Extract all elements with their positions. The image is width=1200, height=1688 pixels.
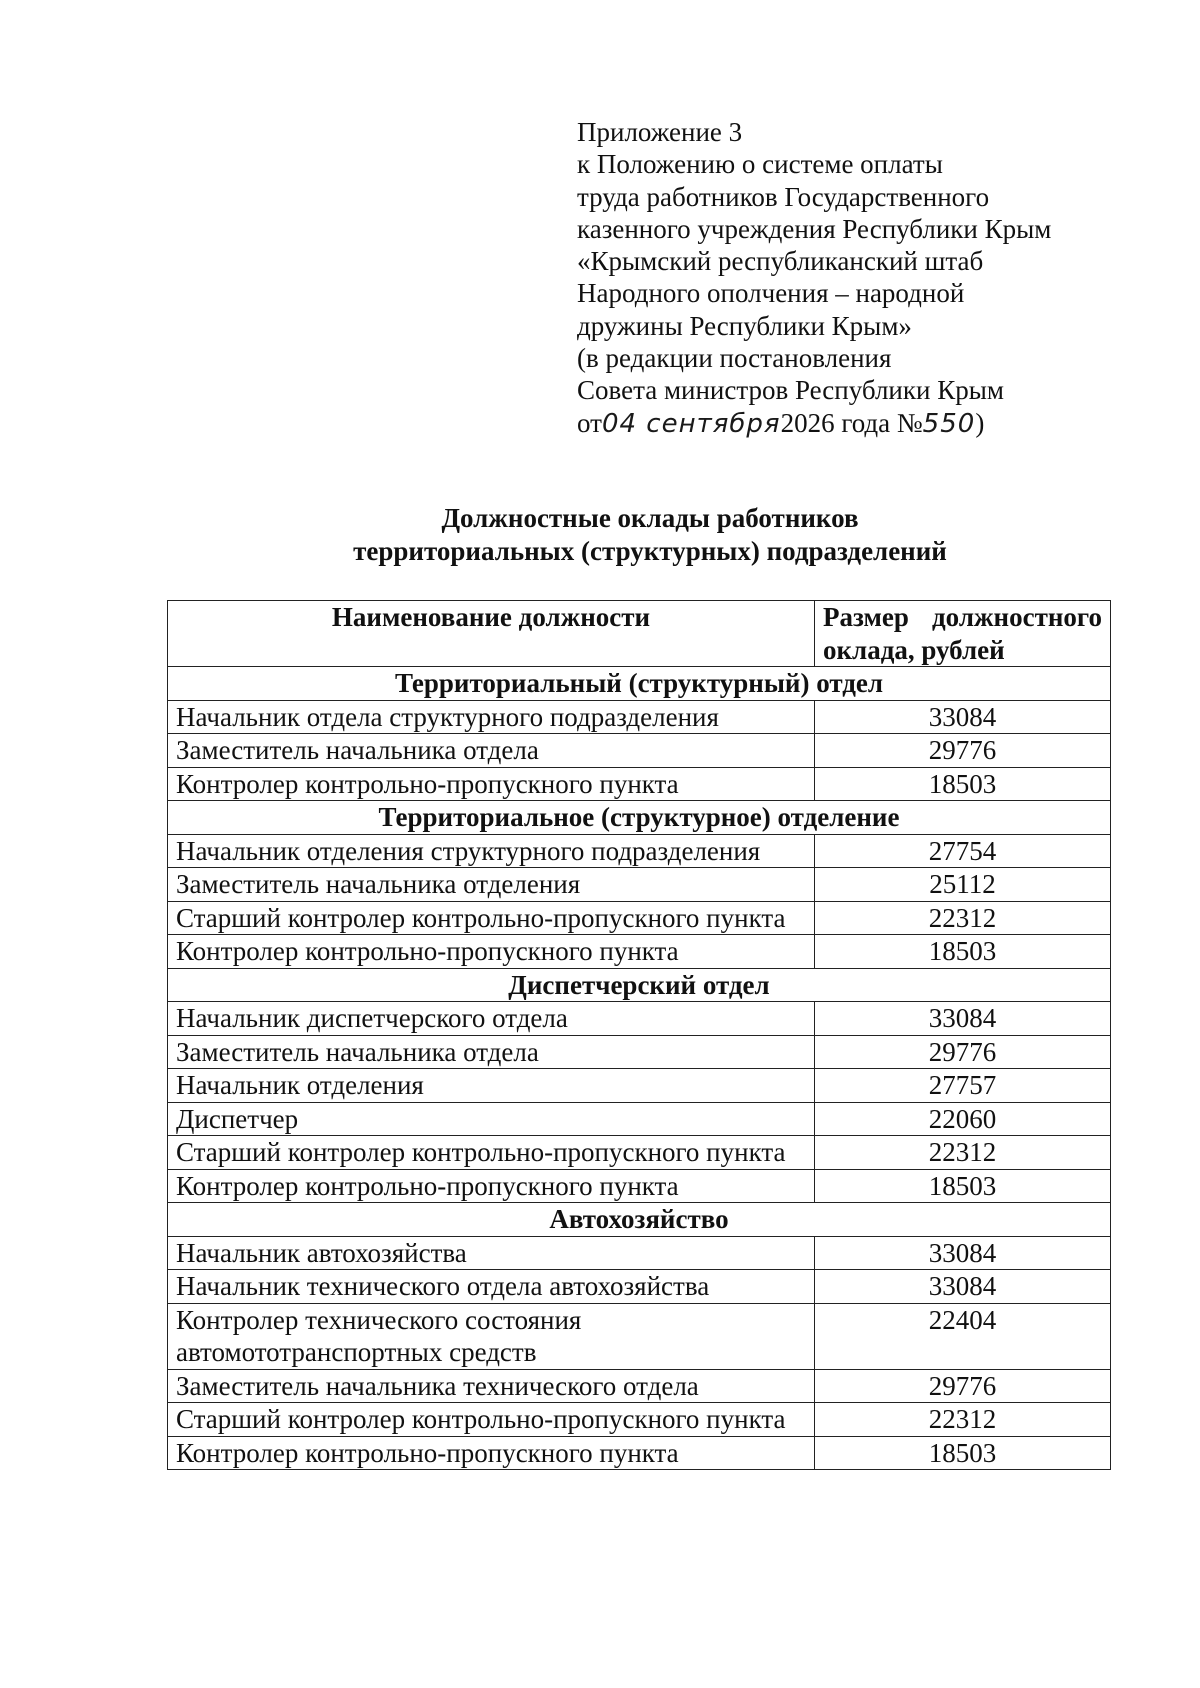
position-name: Начальник автохозяйства	[168, 1236, 815, 1270]
salary-value: 18503	[815, 1436, 1111, 1470]
header-line: казенного учреждения Республики Крым	[577, 213, 1052, 244]
salary-value: 22060	[815, 1102, 1111, 1136]
salary-value: 27754	[815, 834, 1111, 868]
table-row	[168, 1270, 1111, 1304]
position-name: Контролер контрольно-пропускного пункта	[168, 767, 815, 801]
salary-value: 33084	[815, 700, 1111, 734]
salary-value: 29776	[815, 1035, 1111, 1069]
handwritten-date: 04 сентября	[601, 408, 781, 439]
table-row	[168, 700, 1111, 734]
header-line: труда работников Государственного	[577, 181, 990, 212]
table-row	[168, 1436, 1111, 1470]
table-row	[168, 1136, 1111, 1170]
resolution-date-line	[577, 407, 1137, 440]
section-row	[168, 667, 1111, 701]
date-prefix: от	[577, 407, 602, 438]
header-line: Совета министров Республики Крым	[577, 375, 1004, 406]
date-suffix: )	[975, 407, 985, 438]
position-name: Начальник отдела структурного подразделения	[168, 700, 815, 734]
date-year: 2026 года №	[780, 407, 923, 438]
section-row	[168, 968, 1111, 1002]
position-name: Начальник технического отдела автохозяйства	[168, 1270, 815, 1304]
header-line: дружины Республики Крым»	[577, 310, 912, 341]
table-row	[168, 1102, 1111, 1136]
salary-value: 33084	[815, 1270, 1111, 1304]
table-row	[168, 834, 1111, 868]
position-name: Заместитель начальника технического отдела	[168, 1369, 815, 1403]
position-name: Контролер контрольно-пропускного пункта	[168, 1436, 815, 1470]
section-title: Диспетчерский отдел	[168, 968, 1111, 1002]
salary-value: 33084	[815, 1002, 1111, 1036]
table-row	[168, 901, 1111, 935]
salary-value: 29776	[815, 1369, 1111, 1403]
column-header-salary-line-1: Размер должностного	[823, 602, 1102, 632]
table-row	[168, 1236, 1111, 1270]
section-row	[168, 801, 1111, 835]
salary-value: 18503	[815, 935, 1111, 969]
table-row	[168, 1002, 1111, 1036]
salary-value: 18503	[815, 767, 1111, 801]
table-row	[168, 1069, 1111, 1103]
header-line: «Крымский республиканский штаб	[577, 246, 984, 277]
position-name: Заместитель начальника отдела	[168, 734, 815, 768]
table-header-row	[168, 601, 1111, 667]
table-row	[168, 1369, 1111, 1403]
column-header-position: Наименование должности	[168, 601, 815, 667]
table-row	[168, 1169, 1111, 1203]
position-name: Заместитель начальника отделения	[168, 868, 815, 902]
table-row	[168, 935, 1111, 969]
title-line-1: Должностные оклады работников	[441, 503, 859, 533]
header-lines	[577, 116, 1137, 407]
salary-value: 33084	[815, 1236, 1111, 1270]
position-name: Контролер контрольно-пропускного пункта	[168, 1169, 815, 1203]
appendix-header	[577, 116, 1137, 440]
position-name: Старший контролер контрольно-пропускного пункта	[168, 1403, 815, 1437]
header-line: Приложение 3	[577, 117, 743, 147]
position-name: Начальник диспетчерского отдела	[168, 1002, 815, 1036]
position-name: Начальник отделения структурного подразделения	[168, 834, 815, 868]
position-name: Контролер контрольно-пропускного пункта	[168, 935, 815, 969]
column-header-salary	[815, 601, 1111, 667]
column-header-salary-line-2: оклада, рублей	[823, 634, 1005, 665]
document-title	[0, 502, 1200, 568]
position-name: Заместитель начальника отдела	[168, 1035, 815, 1069]
handwritten-number: 550	[922, 408, 976, 439]
salary-value: 22312	[815, 1136, 1111, 1170]
salary-value: 22404	[815, 1303, 1111, 1369]
section-title: Автохозяйство	[168, 1203, 1111, 1237]
table-row	[168, 1303, 1111, 1369]
header-line: Народного ополчения – народной	[577, 278, 965, 309]
title-line-2: территориальных (структурных) подразделений	[353, 536, 947, 566]
salary-value: 22312	[815, 901, 1111, 935]
header-line: к Положению о системе оплаты	[577, 149, 943, 180]
header-line: (в редакции постановления	[577, 343, 892, 374]
section-row	[168, 1203, 1111, 1237]
salary-value: 18503	[815, 1169, 1111, 1203]
salary-table	[167, 600, 1111, 1470]
position-name: Диспетчер	[168, 1102, 815, 1136]
salary-value: 25112	[815, 868, 1111, 902]
position-name: Старший контролер контрольно-пропускного пункта	[168, 1136, 815, 1170]
table-row	[168, 868, 1111, 902]
salary-value: 29776	[815, 734, 1111, 768]
salary-value: 22312	[815, 1403, 1111, 1437]
position-name: Старший контролер контрольно-пропускного пункта	[168, 901, 815, 935]
table-body	[168, 667, 1111, 1470]
table-row	[168, 1035, 1111, 1069]
position-name: Начальник отделения	[168, 1069, 815, 1103]
section-title: Территориальное (структурное) отделение	[168, 801, 1111, 835]
position-name: Контролер технического состояния автомототранспортных средств	[168, 1303, 815, 1369]
table-row	[168, 767, 1111, 801]
salary-value: 27757	[815, 1069, 1111, 1103]
section-title: Территориальный (структурный) отдел	[168, 667, 1111, 701]
table-row	[168, 1403, 1111, 1437]
table-row	[168, 734, 1111, 768]
